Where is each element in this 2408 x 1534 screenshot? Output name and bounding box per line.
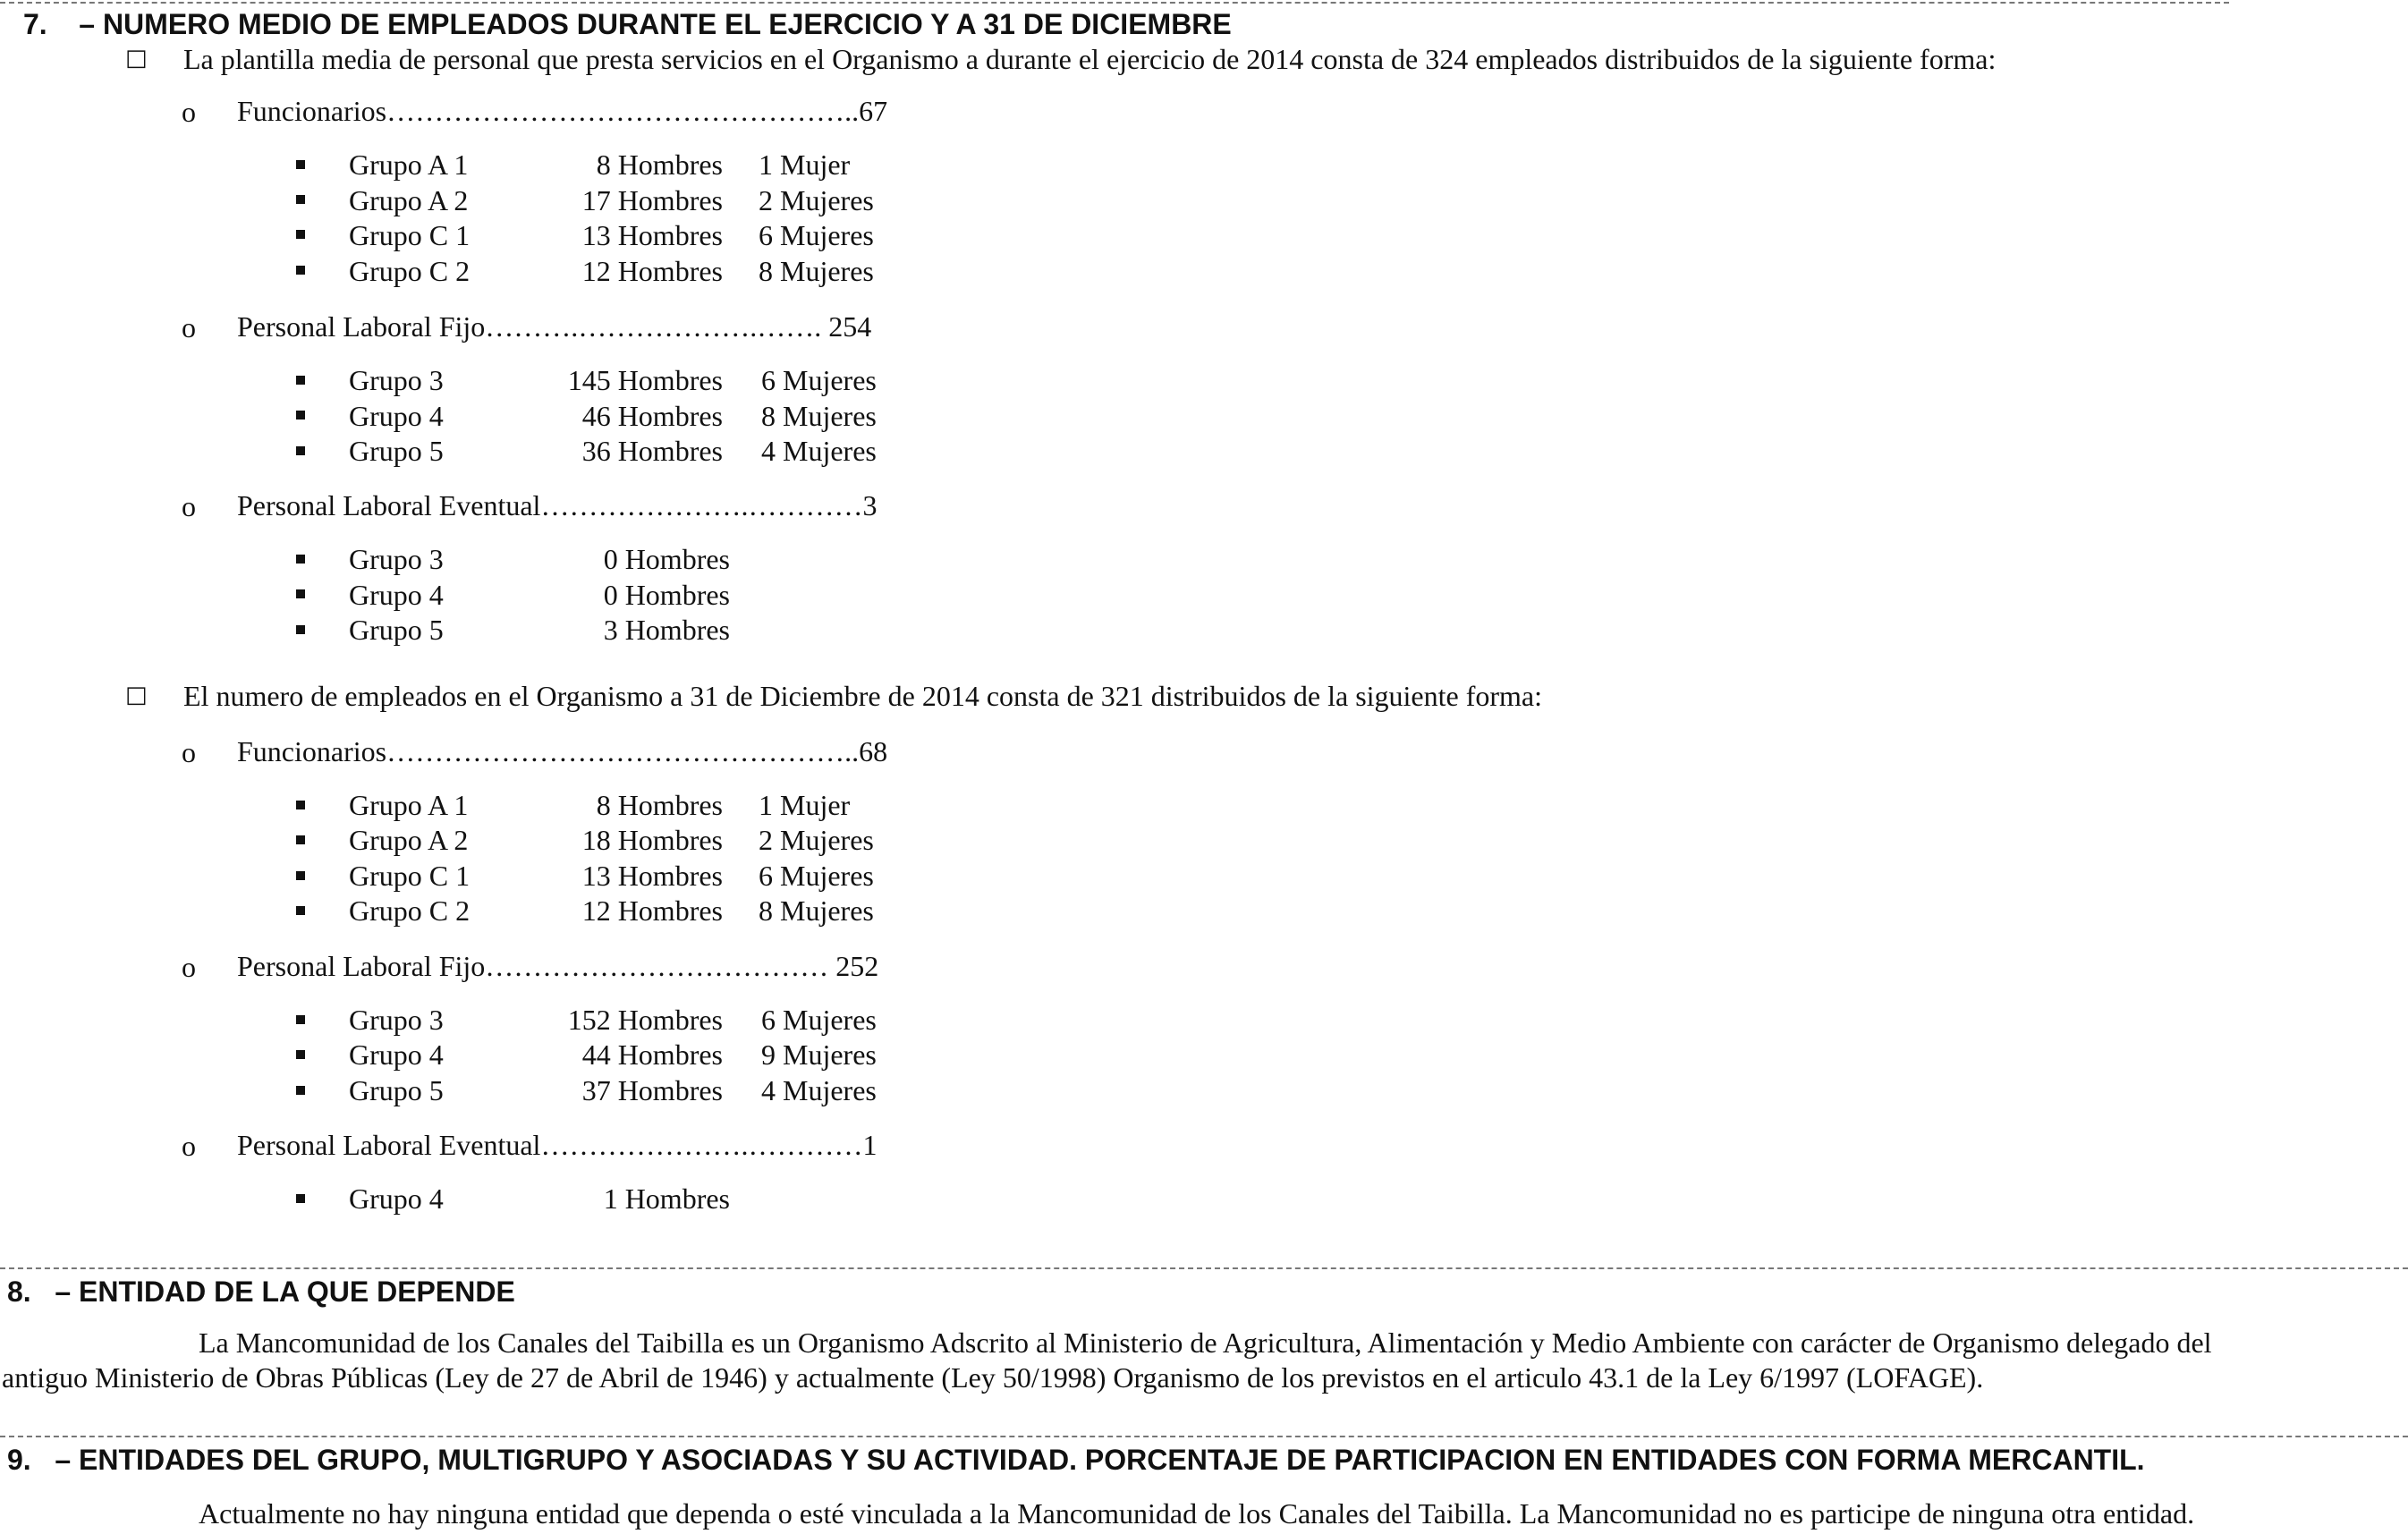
circle-bullet: o [182, 311, 196, 343]
group-men: 1 Hombres [603, 1182, 730, 1215]
group-name: Grupo C 1 [349, 860, 471, 892]
square-bullet [296, 376, 305, 385]
group-name: Grupo A 1 [349, 148, 469, 181]
group-name: Grupo 3 [349, 1004, 444, 1036]
group-name: Grupo C 2 [349, 255, 471, 287]
square-bullet [296, 160, 305, 169]
square-bullet [296, 801, 305, 809]
group-men: 18 Hombres [581, 824, 723, 856]
square-bullet [296, 555, 305, 564]
group-name: Grupo 4 [349, 400, 444, 432]
group-men: 17 Hombres [581, 184, 723, 216]
group-men: 13 Hombres [581, 860, 723, 892]
avg-eventual-label: Personal Laboral Eventual………………….…………3 [237, 489, 878, 521]
ye-funcionarios-label: Funcionarios…………………………………………..68 [237, 735, 888, 767]
section-title: – ENTIDADES DEL GRUPO, MULTIGRUPO Y ASOCIADAS Y SU ACTIVIDAD. PORCENTAJE DE PARTICIPACION EN ENTIDADES CON FORMA MERCANTIL. [55, 1444, 2145, 1476]
square-bullet [296, 625, 305, 634]
square-bullet [296, 589, 305, 598]
checkbox-bullet: □ [125, 45, 148, 72]
group-women: 2 Mujeres [759, 824, 874, 856]
square-bullet [296, 446, 305, 455]
section-number: 9. [7, 1444, 31, 1476]
group-women: 6 Mujeres [759, 860, 874, 892]
group-men: 0 Hombres [603, 579, 730, 611]
section-number: 8. [7, 1276, 31, 1308]
avg-fijo-label: Personal Laboral Fijo……….……………….……. 254 [237, 310, 872, 343]
group-men: 8 Hombres [596, 148, 723, 181]
section-9-heading [7, 1444, 2145, 1476]
group-men: 0 Hombres [603, 543, 730, 575]
group-name: Grupo A 2 [349, 824, 469, 856]
group-women: 1 Mujer [759, 789, 851, 821]
square-bullet [296, 195, 305, 204]
group-men: 145 Hombres [567, 364, 723, 396]
square-bullet [296, 835, 305, 844]
group-women: 4 Mujeres [761, 435, 877, 467]
section-8-line-2: antiguo Ministerio de Obras Públicas (Ley de 27 de Abril de 1946) y actualmente (Ley 50/1998) Organismo de los previstos en el articulo 43.1 de la Ley 6/1997 (LOFAGE). [2, 1361, 1984, 1394]
group-men: 13 Hombres [581, 219, 723, 251]
circle-bullet: o [182, 96, 196, 128]
top-divider [0, 2, 2229, 4]
square-bullet [296, 1050, 305, 1059]
group-men: 152 Hombres [567, 1004, 723, 1036]
group-women: 4 Mujeres [761, 1074, 877, 1106]
group-men: 36 Hombres [581, 435, 723, 467]
group-name: Grupo 4 [349, 1182, 444, 1215]
square-bullet [296, 230, 305, 239]
group-name: Grupo 5 [349, 1074, 444, 1106]
group-women: 9 Mujeres [761, 1038, 877, 1071]
year-end-intro: El numero de empleados en el Organismo a 31 de Diciembre de 2014 consta de 321 distribuidos de la siguiente forma: [183, 680, 1543, 712]
group-women: 6 Mujeres [761, 1004, 877, 1036]
average-intro: La plantilla media de personal que presta servicios en el Organismo a durante el ejercicio de 2014 consta de 324 empleados distribuidos de la siguiente forma: [183, 43, 1997, 75]
group-name: Grupo 4 [349, 579, 444, 611]
group-women: 8 Mujeres [761, 400, 877, 432]
square-bullet [296, 1015, 305, 1024]
square-bullet [296, 411, 305, 420]
group-women: 8 Mujeres [759, 894, 874, 927]
group-women: 1 Mujer [759, 148, 851, 181]
group-name: Grupo A 2 [349, 184, 469, 216]
group-women: 8 Mujeres [759, 255, 874, 287]
group-name: Grupo C 1 [349, 219, 471, 251]
circle-bullet: o [182, 490, 196, 522]
group-men: 8 Hombres [596, 789, 723, 821]
circle-bullet: o [182, 736, 196, 768]
group-men: 12 Hombres [581, 894, 723, 927]
section-7-heading [23, 8, 1232, 40]
square-bullet [296, 1086, 305, 1095]
section-8-line-1: La Mancomunidad de los Canales del Taibilla es un Organismo Adscrito al Ministerio de Agricultura, Alimentación y Medio Ambiente con carácter de Organismo delegado del [199, 1326, 2212, 1359]
avg-funcionarios-label: Funcionarios…………………………………………..67 [237, 95, 888, 127]
group-women: 6 Mujeres [761, 364, 877, 396]
square-bullet [296, 906, 305, 915]
group-men: 12 Hombres [581, 255, 723, 287]
group-name: Grupo 3 [349, 543, 444, 575]
section-9-body: Actualmente no hay ninguna entidad que dependa o esté vinculada a la Mancomunidad de los Canales del Taibilla. La Mancomunidad no es participe de ninguna otra entidad. [199, 1497, 2195, 1530]
group-women: 6 Mujeres [759, 219, 874, 251]
group-name: Grupo 5 [349, 614, 444, 646]
circle-bullet: o [182, 1130, 196, 1162]
section-number: 7. [23, 8, 47, 40]
group-men: 44 Hombres [581, 1038, 723, 1071]
group-name: Grupo C 2 [349, 894, 471, 927]
square-bullet [296, 871, 305, 880]
section-title: – ENTIDAD DE LA QUE DEPENDE [55, 1276, 515, 1308]
ye-fijo-label: Personal Laboral Fijo……………………………… 252 [237, 950, 879, 982]
group-men: 37 Hombres [581, 1074, 723, 1106]
square-bullet [296, 1194, 305, 1203]
group-women: 2 Mujeres [759, 184, 874, 216]
section-8-heading [7, 1276, 515, 1308]
group-name: Grupo 4 [349, 1038, 444, 1071]
square-bullet [296, 266, 305, 275]
group-name: Grupo 3 [349, 364, 444, 396]
section-divider [0, 1436, 2408, 1437]
circle-bullet: o [182, 951, 196, 983]
group-men: 46 Hombres [581, 400, 723, 432]
ye-eventual-label: Personal Laboral Eventual………………….…………1 [237, 1129, 878, 1161]
group-name: Grupo A 1 [349, 789, 469, 821]
group-name: Grupo 5 [349, 435, 444, 467]
group-men: 3 Hombres [603, 614, 730, 646]
section-title: – NUMERO MEDIO DE EMPLEADOS DURANTE EL EJERCICIO Y A 31 DE DICIEMBRE [79, 8, 1232, 40]
checkbox-bullet: □ [125, 682, 148, 708]
section-divider [0, 1267, 2408, 1269]
